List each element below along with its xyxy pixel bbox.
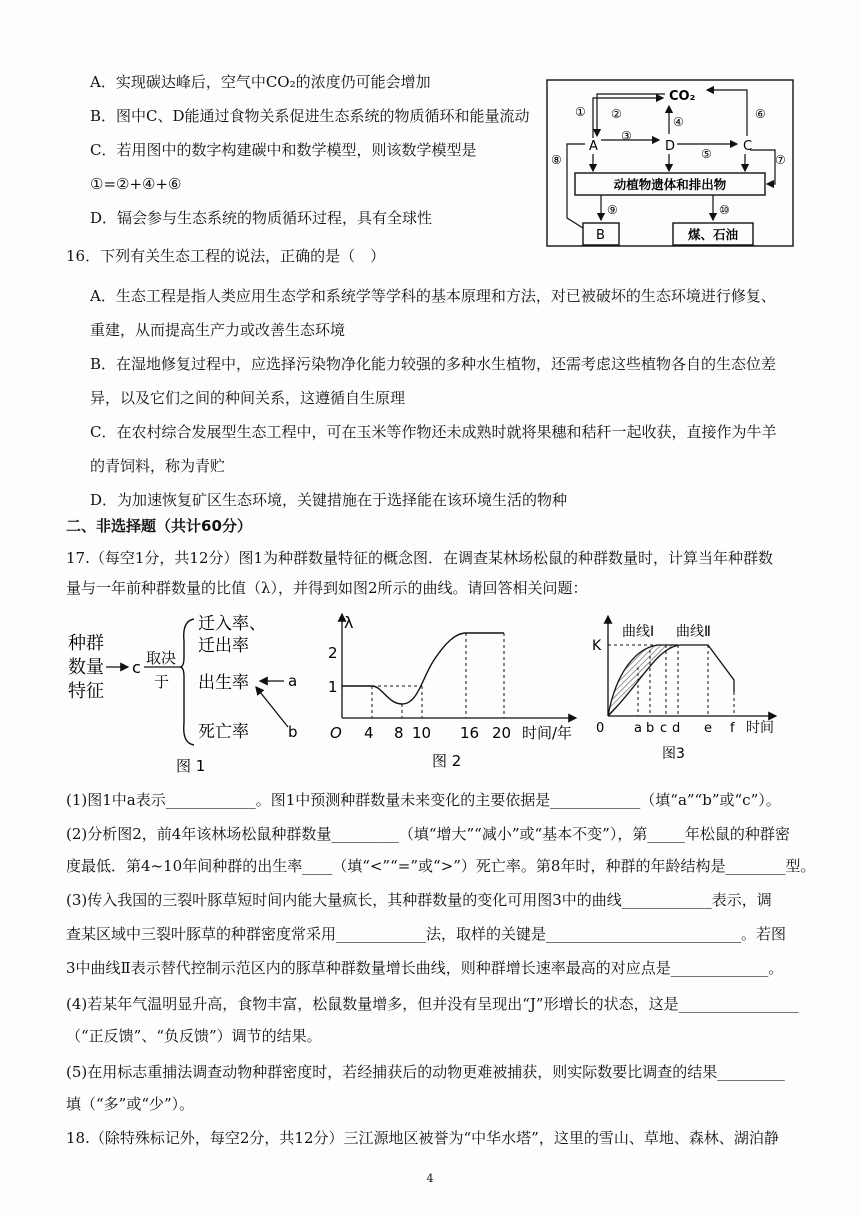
fig3-pt-d: d [672,721,681,736]
label-9: ⑨ [607,203,618,217]
fig2-xlabel: 时间/年 [522,724,573,742]
fig3-curve-1-label: 曲线Ⅰ [622,624,655,640]
q15-option-d: D．镉会参与生态系统的物质循环过程，具有全球性 [90,209,433,227]
q15-option-b: B．图中C、D能通过食物关系促进生态系统的物质循环和能量流动 [90,107,530,125]
fig1-death-rate: 死亡率 [198,722,249,742]
fig3-pt-b: b [646,721,655,736]
fig2-x-tick-4: 4 [364,724,374,742]
fig3-xlabel: 时间 [746,720,774,736]
fig1-depends-2: 于 [154,673,170,691]
q16-option-c-cont: 的青饲料，称为青贮 [90,457,226,475]
fig1-a: a [288,672,298,690]
figure-3 [586,612,786,772]
q17-part-2-cont: 度最低．第4~10年间种群的出生率____（填“<”“=”或“>”）死亡率。第8年时，种群的年龄结构是________型。 [66,857,816,875]
fig3-pt-e: e [704,721,712,736]
fig2-x-tick-20: 20 [492,724,512,742]
fig2-origin: O [330,724,342,742]
q17-stem: 17.（每空1分，共12分）图1为种群数量特征的概念图．在调查某林场松鼠的种群数量时，计算当年种群数 [66,549,774,567]
fig3-origin: 0 [596,721,605,736]
fig1-arrow-b [256,687,288,727]
fig2-ylabel: λ [344,613,354,632]
q17-part-3: (3)传入我国的三裂叶豚草短时间内能大量疯长，其种群数量的变化可用图3中的曲线____________表示，调 [66,891,772,909]
fig3-curve-2-label: 曲线Ⅱ [676,624,711,640]
fig2-x-tick-16: 16 [460,724,480,742]
node-remains: 动植物遗体和排出物 [613,177,727,192]
q16-option-d: D．为加速恢复矿区生态环境，关键措施在于选择能在该环境生活的物种 [90,491,568,509]
q16-option-b: B．在湿地修复过程中，应选择污染物净化能力较强的多种水生植物，还需考虑这些植物各自的生态位差 [90,355,777,373]
fig1-brace [180,619,194,745]
node-co2: CO₂ [669,89,696,104]
label-6: ⑥ [755,107,766,121]
fig3-pt-a: a [634,721,642,736]
label-8: ⑧ [551,153,562,167]
fig1-label-2: 数量 [68,657,104,678]
fig1-migration-1: 迁入率、 [198,614,266,634]
q15-option-a: A．实现碳达峰后，空气中CO₂的浓度仍可能会增加 [90,73,431,91]
q17-part-4: (4)若某年气温明显升高，食物丰富，松鼠数量增多，但并没有呈现出“J”形增长的状态，这是________________ [66,995,799,1013]
section-heading: 二、非选择题（共计60分） [66,517,252,535]
fig2-y-tick-2: 2 [328,644,338,662]
q17-part-2: (2)分析图2，前4年该林场松鼠种群数量_________（填“增大”“减小”或“基本不变”），第_____年松鼠的种群密 [66,825,790,843]
carbon-cycle-diagram [545,78,795,248]
fig1-c: c [132,658,141,677]
label-5: ⑤ [701,147,712,161]
fig2-title: 图 2 [432,752,462,770]
q17-stem-cont: 量与一年前种群数量的比值（λ），并得到如图2所示的曲线。请回答相关问题： [66,579,588,597]
q16-stem: 16．下列有关生态工程的说法，正确的是（ ） [66,247,386,265]
label-3: ③ [621,129,632,143]
node-b: B [596,228,605,243]
node-a: A [589,139,598,154]
fig3-k-label: K [592,638,602,654]
fig1-label-1: 种群 [68,633,104,654]
fig1-b: b [288,723,298,741]
q16-option-c: C．在农村综合发展型生态工程中，可在玉米等作物还未成熟时就将果穗和秸秆一起收获，直接作为牛羊 [90,423,777,441]
q17-part-5-cont: 填（“多”或“少”）。 [66,1095,195,1113]
node-c: C [743,139,753,154]
fig1-birth-rate: 出生率 [198,673,249,693]
q16-option-b-cont: 异，以及它们之间的种间关系，这遵循自生原理 [90,389,406,407]
q16-option-a-cont: 重建，从而提高生产力或改善生态环境 [90,321,346,339]
fig3-pt-f: f [730,721,735,736]
fig1-migration-2: 迁出率 [198,636,249,656]
label-7: ⑦ [775,153,786,167]
fig2-y-tick-1: 1 [328,678,338,696]
fig1-title: 图 1 [176,757,206,775]
fig2-curve-line [342,633,504,704]
fig3-pt-c: c [660,721,668,736]
q15-option-c: C．若用图中的数字构建碳中和数学模型，则该数学模型是 [90,141,477,159]
label-2: ② [611,107,622,121]
q17-part-3-cont2: 3中曲线Ⅱ表示替代控制示范区内的豚草种群数量增长曲线，则种群增长速率最高的对应点是_____________。 [66,959,784,977]
q16-option-a: A．生态工程是指人类应用生态学和系统学等学科的基本原理和方法，对已被破坏的生态环境进行修复、 [90,287,776,305]
fig2-x-tick-10: 10 [412,724,432,742]
label-10: ⑩ [719,203,730,217]
figure-2 [326,608,596,776]
q17-part-4-cont: （“正反馈”、“负反馈”）调节的结果。 [66,1027,322,1045]
fig1-label-3: 特征 [68,681,104,702]
node-fossil: 煤、石油 [687,227,739,242]
fig2-lambda-curve [342,633,504,718]
fig2-x-tick-8: 8 [394,724,404,742]
q17-part-1: (1)图1中a表示____________。图1中预测种群数量未来变化的主要依据是____________（填“a”“b”或“c”）。 [66,791,781,809]
q17-part-3-cont: 查某区域中三裂叶豚草的种群密度常采用____________法，取样的关键是__________________________。若图 [66,925,787,943]
label-4: ④ [673,115,684,129]
node-d: D [665,139,676,154]
q18-stem: 18.（除特殊标记外，每空2分，共12分）三江源地区被誉为“中华水塔”，这里的雪山、草地、森林、湖泊静 [66,1129,779,1147]
page-number: 4 [426,1172,434,1185]
q17-part-5: (5)在用标志重捕法调查动物种群密度时，若经捕获后的动物更难被捕获，则实际数要比调查的结果_________ [66,1063,785,1081]
label-1: ① [575,105,586,119]
q15-option-c-formula: ①=②+④+⑥ [90,175,182,193]
figure-1 [66,605,316,775]
fig1-depends-1: 取决 [146,649,177,667]
fig3-title: 图3 [662,746,685,762]
